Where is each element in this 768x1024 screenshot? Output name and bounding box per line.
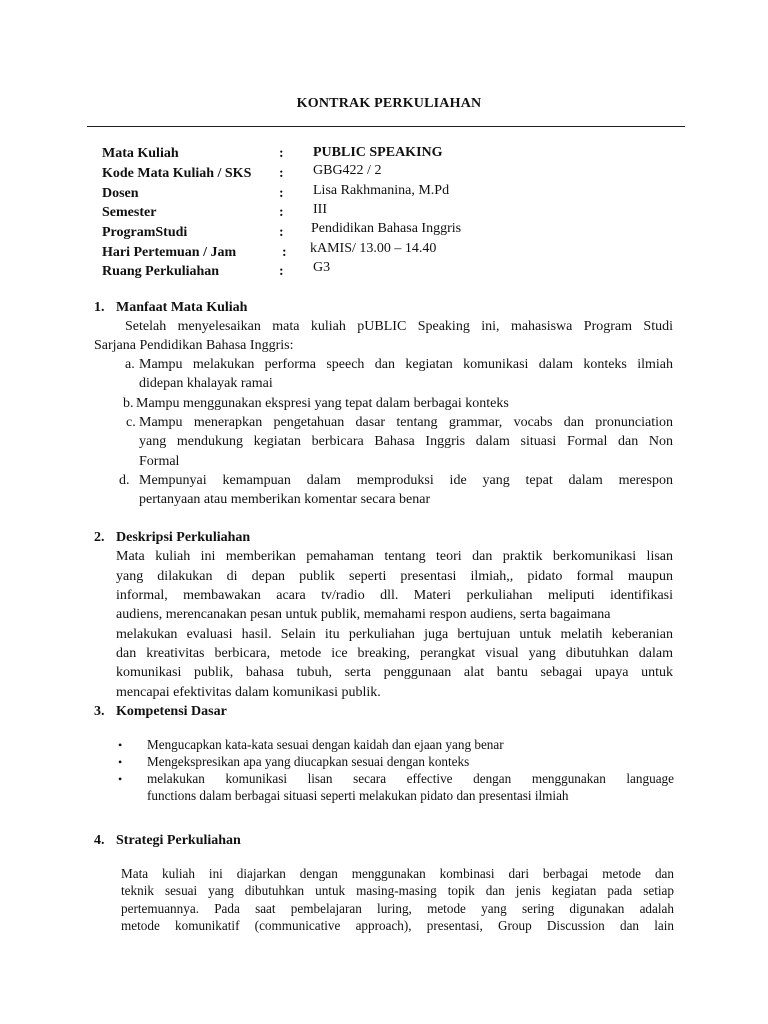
section-number: 4. [94,833,105,848]
info-colon: : [279,146,284,161]
paragraph-line: Mata kuliah ini diajarkan dengan menggunakan kombinasi dari berbagai metode dan [121,866,674,881]
list-item-line: Mampu menerapkan pengetahuan dasar tentang grammar, vocabs dan pronunciation [139,415,673,430]
bullet-item-line: Mengucapkan kata-kata sesuai dengan kaidah dan ejaan yang benar [147,737,504,752]
section-heading: Kompetensi Dasar [116,704,227,719]
section-number: 2. [94,530,105,545]
paragraph-line: komunikasi publik, bahasa tubuh, serta penggunaan alat bantu sebagai upaya untuk [116,665,673,680]
info-label: Dosen [102,186,139,201]
info-label: Semester [102,205,157,220]
section-number: 3. [94,704,105,719]
list-item-line: Mempunyai kemampuan dalam memproduksi ide yang tepat dalam merespon [139,473,673,488]
paragraph-line: Setelah menyelesaikan mata kuliah pUBLIC Speaking ini, mahasiswa Program Studi [125,319,673,334]
info-label: Mata Kuliah [102,146,179,161]
info-label: Ruang Perkuliahan [102,264,220,279]
info-label: Kode Mata Kuliah / SKS [102,166,252,181]
info-colon: : [279,186,284,201]
info-value: GBG422 / 2 [313,163,382,178]
info-value: Lisa Rakhmanina, M.Pd [313,183,450,198]
paragraph-line: yang dilakukan di depan publik seperti presentasi ilmiah,, pidato formal maupun [116,569,673,584]
list-marker: c. [126,415,136,430]
bullet-icon: • [118,772,123,786]
info-colon: : [279,166,284,181]
section-heading: Strategi Perkuliahan [116,833,241,848]
list-marker: a. [125,357,135,372]
bullet-icon: • [118,738,123,752]
info-label: ProgramStudi [102,225,188,240]
paragraph-line: dan kreativitas berbicara, metode ice breaking, perangkat visual yang dibutuhkan dalam [116,646,673,661]
paragraph-line: Sarjana Pendidikan Bahasa Inggris: [94,338,294,353]
list-item-line: Mampu melakukan performa speech dan kegiatan komunikasi dalam konteks ilmiah [139,357,673,372]
paragraph-line: audiens, merencanakan pesan untuk publik, memahami respon audiens, serta bagaimana [116,607,611,622]
paragraph-line: informal, membawakan acara tv/radio dll. Materi perkuliahan meliputi identifikasi [116,588,673,603]
paragraph-line: Mata kuliah ini memberikan pemahaman tentang teori dan praktik berkomunikasi lisan [116,549,673,564]
list-item-line: Formal [139,454,180,469]
paragraph-line: metode komunikatif (communicative approach), presentasi, Group Discussion dan lain [121,918,674,933]
bullet-item-line: functions dalam berbagai situasi seperti melakukan pidato dan presentasi ilmiah [147,788,569,803]
section-heading: Deskripsi Perkuliahan [116,530,251,545]
info-colon: : [279,225,284,240]
info-value: kAMIS/ 13.00 – 14.40 [310,241,437,256]
list-item-line: Mampu menggunakan ekspresi yang tepat dalam berbagai konteks [136,396,509,411]
info-value: Pendidikan Bahasa Inggris [311,221,462,236]
bullet-item-line: Mengekspresikan apa yang diucapkan sesuai dengan konteks [147,754,470,769]
section-number: 1. [94,300,105,315]
list-marker: b. [123,396,134,411]
list-item-line: yang mendukung kegiatan berbicara Bahasa Inggris dalam situasi Formal dan Non [139,434,673,449]
section-heading: Manfaat Mata Kuliah [116,300,248,315]
document-title: KONTRAK PERKULIAHAN [296,96,482,111]
bullet-icon: • [118,755,123,769]
info-value: PUBLIC SPEAKING [313,145,443,160]
info-value: G3 [313,260,331,275]
paragraph-line: mencapai efektivitas dalam komunikasi publik. [116,685,381,700]
info-colon: : [279,205,284,220]
info-label: Hari Pertemuan / Jam [102,245,237,260]
info-value: III [313,202,327,217]
title-divider [87,126,685,127]
list-item-line: didepan khalayak ramai [139,376,273,391]
info-colon: : [279,264,284,279]
paragraph-line: pertemuannya. Pada saat pembelajaran luring, metode yang sering digunakan adalah [121,901,674,916]
list-item-line: pertanyaan atau memberikan komentar secara benar [139,492,431,507]
list-marker: d. [119,473,130,488]
paragraph-line: teknik sesuai yang dibutuhkan untuk masing-masing topik dan jenis kegiatan pada setiap [121,883,674,898]
info-colon: : [282,245,287,260]
paragraph-line: melakukan evaluasi hasil. Selain itu perkuliahan juga bertujuan untuk melatih keberanian [116,627,673,642]
bullet-item-line: melakukan komunikasi lisan secara effective dengan menggunakan language [147,771,674,786]
